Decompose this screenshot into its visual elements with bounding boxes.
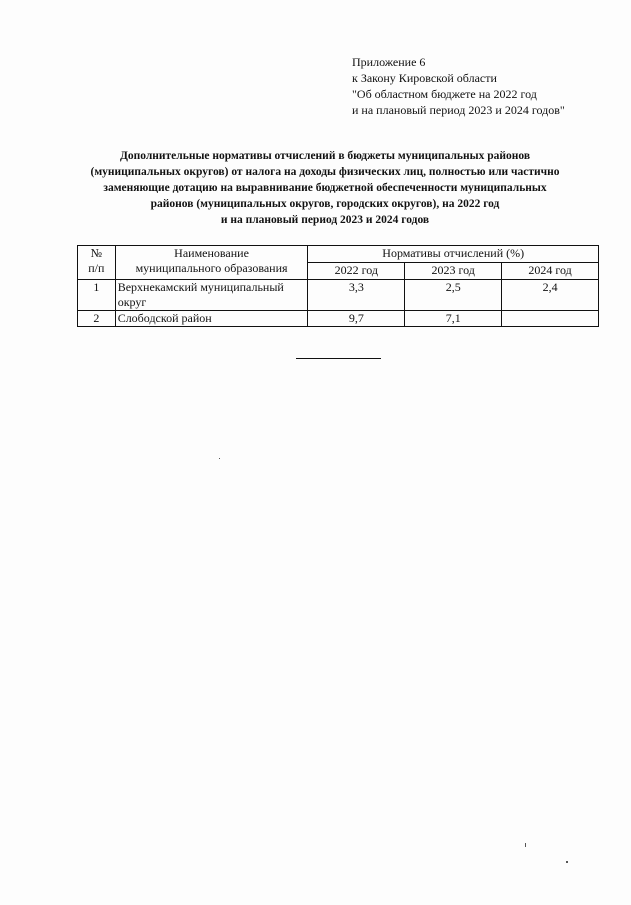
row-value-2023: 2,5	[405, 280, 502, 311]
header-num-line1: №	[90, 246, 103, 260]
row-value-2022: 9,7	[308, 311, 405, 327]
title-line: районов (муниципальных округов, городских округов), на 2022 год	[150, 198, 500, 210]
row-num: 1	[78, 280, 116, 311]
row-value-2022: 3,3	[308, 280, 405, 311]
header-year-2022: 2022 год	[308, 263, 405, 280]
header-year-2023: 2023 год	[405, 263, 502, 280]
title-line: Дополнительные нормативы отчислений в бюджеты муниципальных районов	[119, 150, 531, 162]
table-row	[78, 280, 599, 311]
appendix-note	[352, 54, 565, 118]
appendix-line: Приложение 6	[352, 55, 426, 69]
header-num-line2: п/п	[88, 261, 105, 275]
appendix-line: "Об областном бюджете на 2022 год	[352, 87, 537, 101]
header-name-line1: Наименование	[174, 246, 249, 260]
row-num: 2	[78, 311, 116, 327]
header-num	[78, 246, 116, 280]
scan-speck	[525, 843, 526, 847]
scan-speck	[219, 458, 220, 459]
header-row	[78, 246, 599, 263]
appendix-line: к Закону Кировской области	[352, 71, 497, 85]
norms-table	[77, 245, 599, 327]
table-row	[78, 311, 599, 327]
row-value-2024	[502, 311, 599, 327]
title-line: и на плановый период 2023 и 2024 годов	[220, 214, 430, 226]
row-name: Верхнекамский муниципальный округ	[115, 280, 308, 311]
title-line: (муниципальных округов) от налога на доходы физических лиц, полностью или частично	[90, 166, 560, 178]
document-title	[60, 148, 590, 228]
header-name-line2: муниципального образования	[135, 261, 288, 275]
header-name	[115, 246, 308, 280]
scan-speck	[566, 861, 568, 863]
end-divider-line	[296, 358, 381, 359]
header-group: Нормативы отчислений (%)	[308, 246, 599, 263]
row-name: Слободской район	[115, 311, 308, 327]
row-value-2024: 2,4	[502, 280, 599, 311]
appendix-line: и на плановый период 2023 и 2024 годов"	[352, 103, 565, 117]
title-line: заменяющие дотацию на выравнивание бюджетной обеспеченности муниципальных	[103, 182, 547, 194]
header-year-2024: 2024 год	[502, 263, 599, 280]
row-value-2023: 7,1	[405, 311, 502, 327]
